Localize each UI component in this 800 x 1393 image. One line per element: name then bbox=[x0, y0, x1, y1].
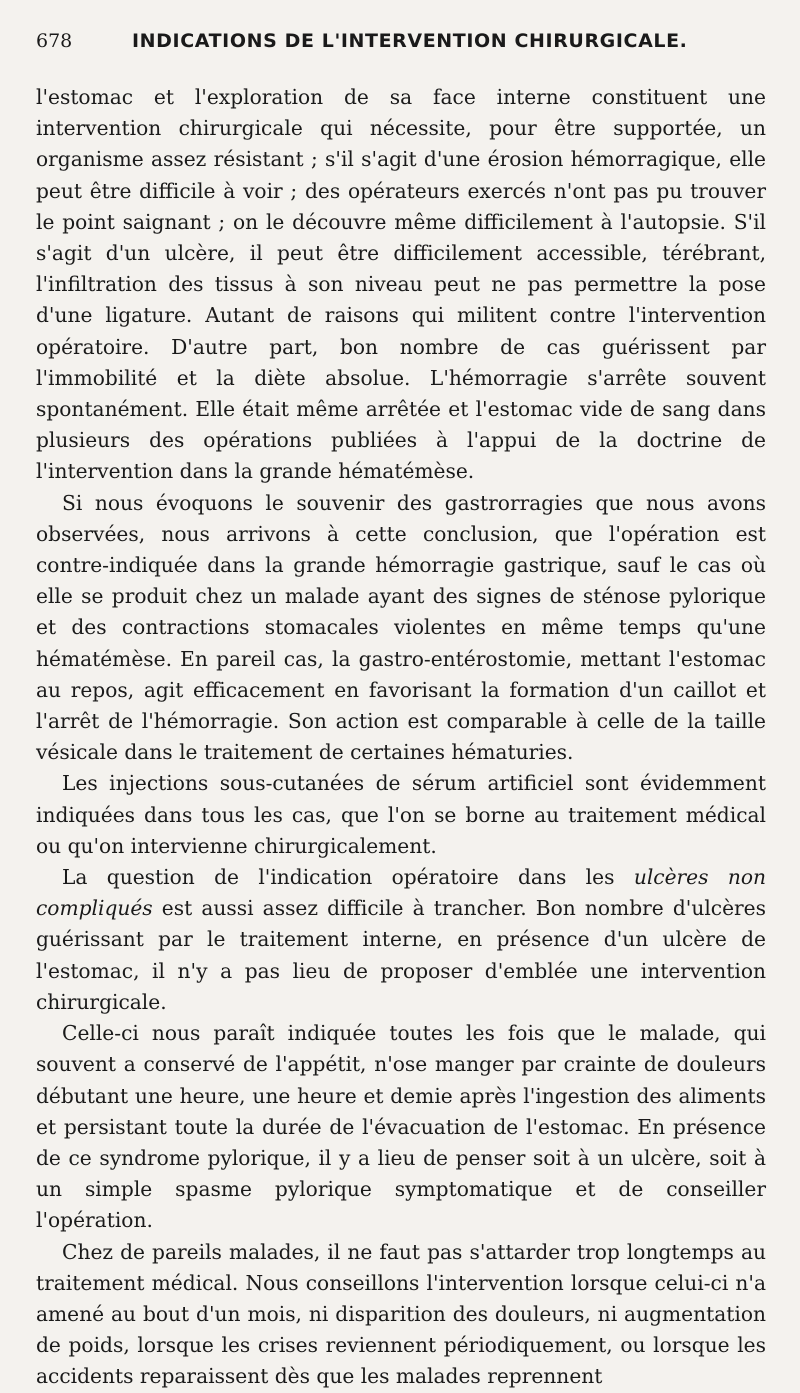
paragraph-3: Les injections sous-cutanées de sérum artificiel sont évidemment indiquées dans tous les cas, que l'on se borne au traitement médical ou qu'on intervienne chirurgicalement. bbox=[36, 771, 766, 858]
paragraph-4 bbox=[36, 862, 766, 1018]
body-text bbox=[36, 82, 766, 1393]
running-header bbox=[36, 30, 766, 68]
page-number: 678 bbox=[36, 30, 73, 52]
paragraph-5: Celle-ci nous paraît indiquée toutes les fois que le malade, qui souvent a conservé de l'appétit, n'ose manger par crainte de douleurs débutant une heure, une heure et demie après l'ingestion des aliments et persistant toute la durée de l'évacuation de l'estomac. En présence de ce syndrome pylorique, il y a lieu de penser soit à un ulcère, soit à un simple spasme pylorique symptomatique et de conseiller l'opération. bbox=[36, 1021, 766, 1233]
running-title: INDICATIONS DE L'INTERVENTION CHIRURGICALE. bbox=[132, 30, 688, 52]
paragraph-4-start: La question de l'indication opératoire dans les bbox=[62, 865, 634, 890]
paragraph-6: Chez de pareils malades, il ne faut pas s'attarder trop longtemps au traitement médical. Nous conseillons l'intervention lorsque celui-ci n'a amené au bout d'un mois, ni disparition des douleurs, ni augmentation de poids, lorsque les crises reviennent périodiquement, ou lorsque les accidents reparaissent dès que les malades reprennent bbox=[36, 1239, 766, 1389]
italic-term: ulcères non compliqués bbox=[36, 865, 766, 921]
paragraph-1: l'estomac et l'exploration de sa face interne constituent une intervention chirurgicale qui nécessite, pour être supportée, un organisme assez résistant ; s'il s'agit d'une érosion hémorragique, elle peut être difficile à voir ; des opérateurs exercés n'ont pas pu trouver le point saignant ; on le découvre même difficilement à l'autopsie. S'il s'agit d'un ulcère, il peut être difficilement accessible, térébrant, l'infiltration des tissus à son niveau peut ne pas permettre la pose d'une ligature. Autant de raisons qui militent contre l'intervention opératoire. D'autre part, bon nombre de cas guérissent par l'immobilité et la diète absolue. L'hémorragie s'arrête souvent spontanément. Elle était même arrêtée et l'estomac vide de sang dans plusieurs des opérations publiées à l'appui de la doctrine de l'intervention dans la grande hématémèse. bbox=[36, 85, 766, 484]
paragraph-2: Si nous évoquons le souvenir des gastrorragies que nous avons observées, nous arrivons à cette conclusion, que l'opération est contre-indiquée dans la grande hémorragie gastrique, sauf le cas où elle se produit chez un malade ayant des signes de sténose pylorique et des contractions stomacales violentes en même temps qu'une hématémèse. En pareil cas, la gastro-entérostomie, mettant l'estomac au repos, agit efficacement en favorisant la formation d'un caillot et l'arrêt de l'hémorragie. Son action est comparable à celle de la taille vésicale dans le traitement de certaines hématuries. bbox=[36, 490, 766, 765]
paragraph-4-end: est aussi assez difficile à trancher. Bon nombre d'ulcères guérissant par le traitement interne, en présence d'un ulcère de l'estomac, il n'y a pas lieu de proposer d'emblée une intervention chirurgicale. bbox=[36, 896, 766, 1014]
